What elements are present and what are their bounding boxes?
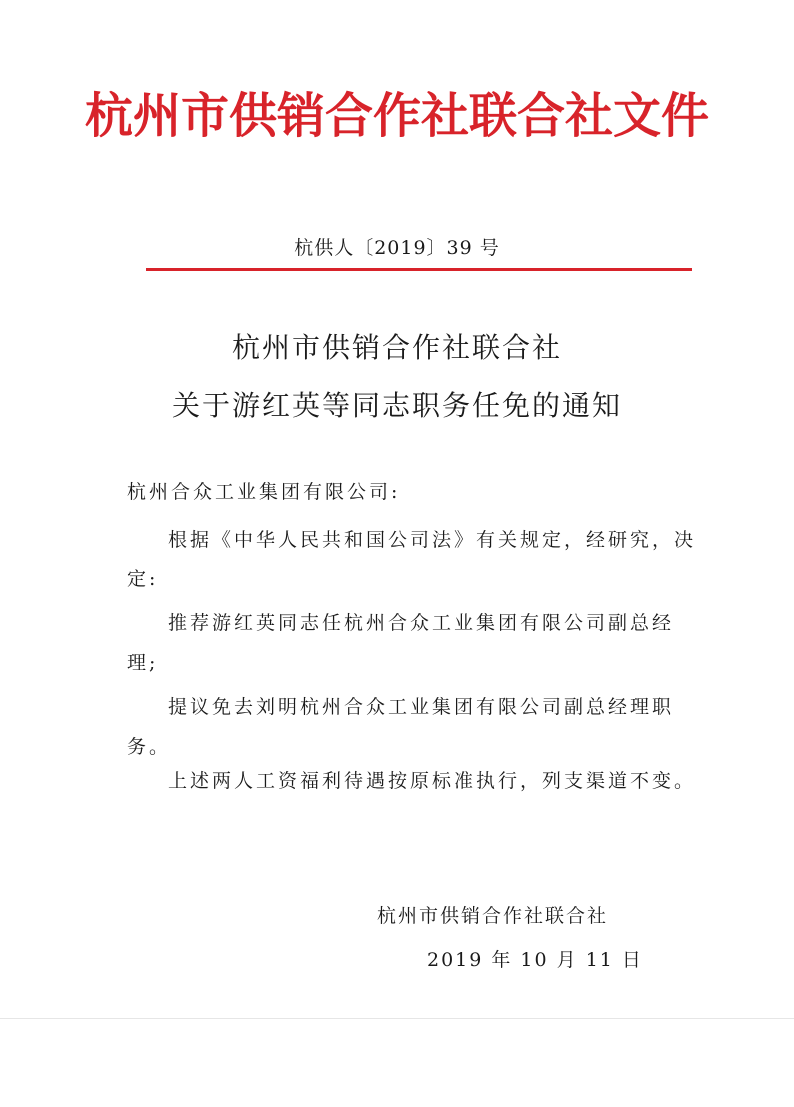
red-separator-line: [146, 268, 692, 271]
paragraph-3-line-1: 提议免去刘明杭州合众工业集团有限公司副总经理职: [168, 696, 675, 718]
issue-date: 2019 年 10 月 11 日: [427, 949, 643, 971]
document-number: 杭供人〔2019〕39 号: [294, 237, 500, 259]
issuer-signature: 杭州市供销合作社联合社: [377, 905, 609, 927]
notice-title-line-1: 杭州市供销合作社联合社: [231, 331, 562, 364]
paragraph-2-line-2: 理;: [127, 652, 159, 674]
paragraph-1-line-2: 定:: [127, 568, 159, 590]
paragraph-3-line-2: 务。: [127, 736, 172, 758]
document-header-title: 杭州市供销合作社联合社文件: [84, 88, 709, 144]
page-edge-divider: [0, 1018, 794, 1019]
notice-title-line-2: 关于游红英等同志职务任免的通知: [171, 389, 622, 422]
addressee: 杭州合众工业集团有限公司:: [127, 481, 401, 503]
paragraph-4-line-1: 上述两人工资福利待遇按原标准执行，列支渠道不变。: [168, 770, 697, 792]
paragraph-2-line-1: 推荐游红英同志任杭州合众工业集团有限公司副总经: [168, 612, 675, 634]
paragraph-1-line-1: 根据《中华人民共和国公司法》有关规定，经研究，决: [168, 529, 697, 551]
